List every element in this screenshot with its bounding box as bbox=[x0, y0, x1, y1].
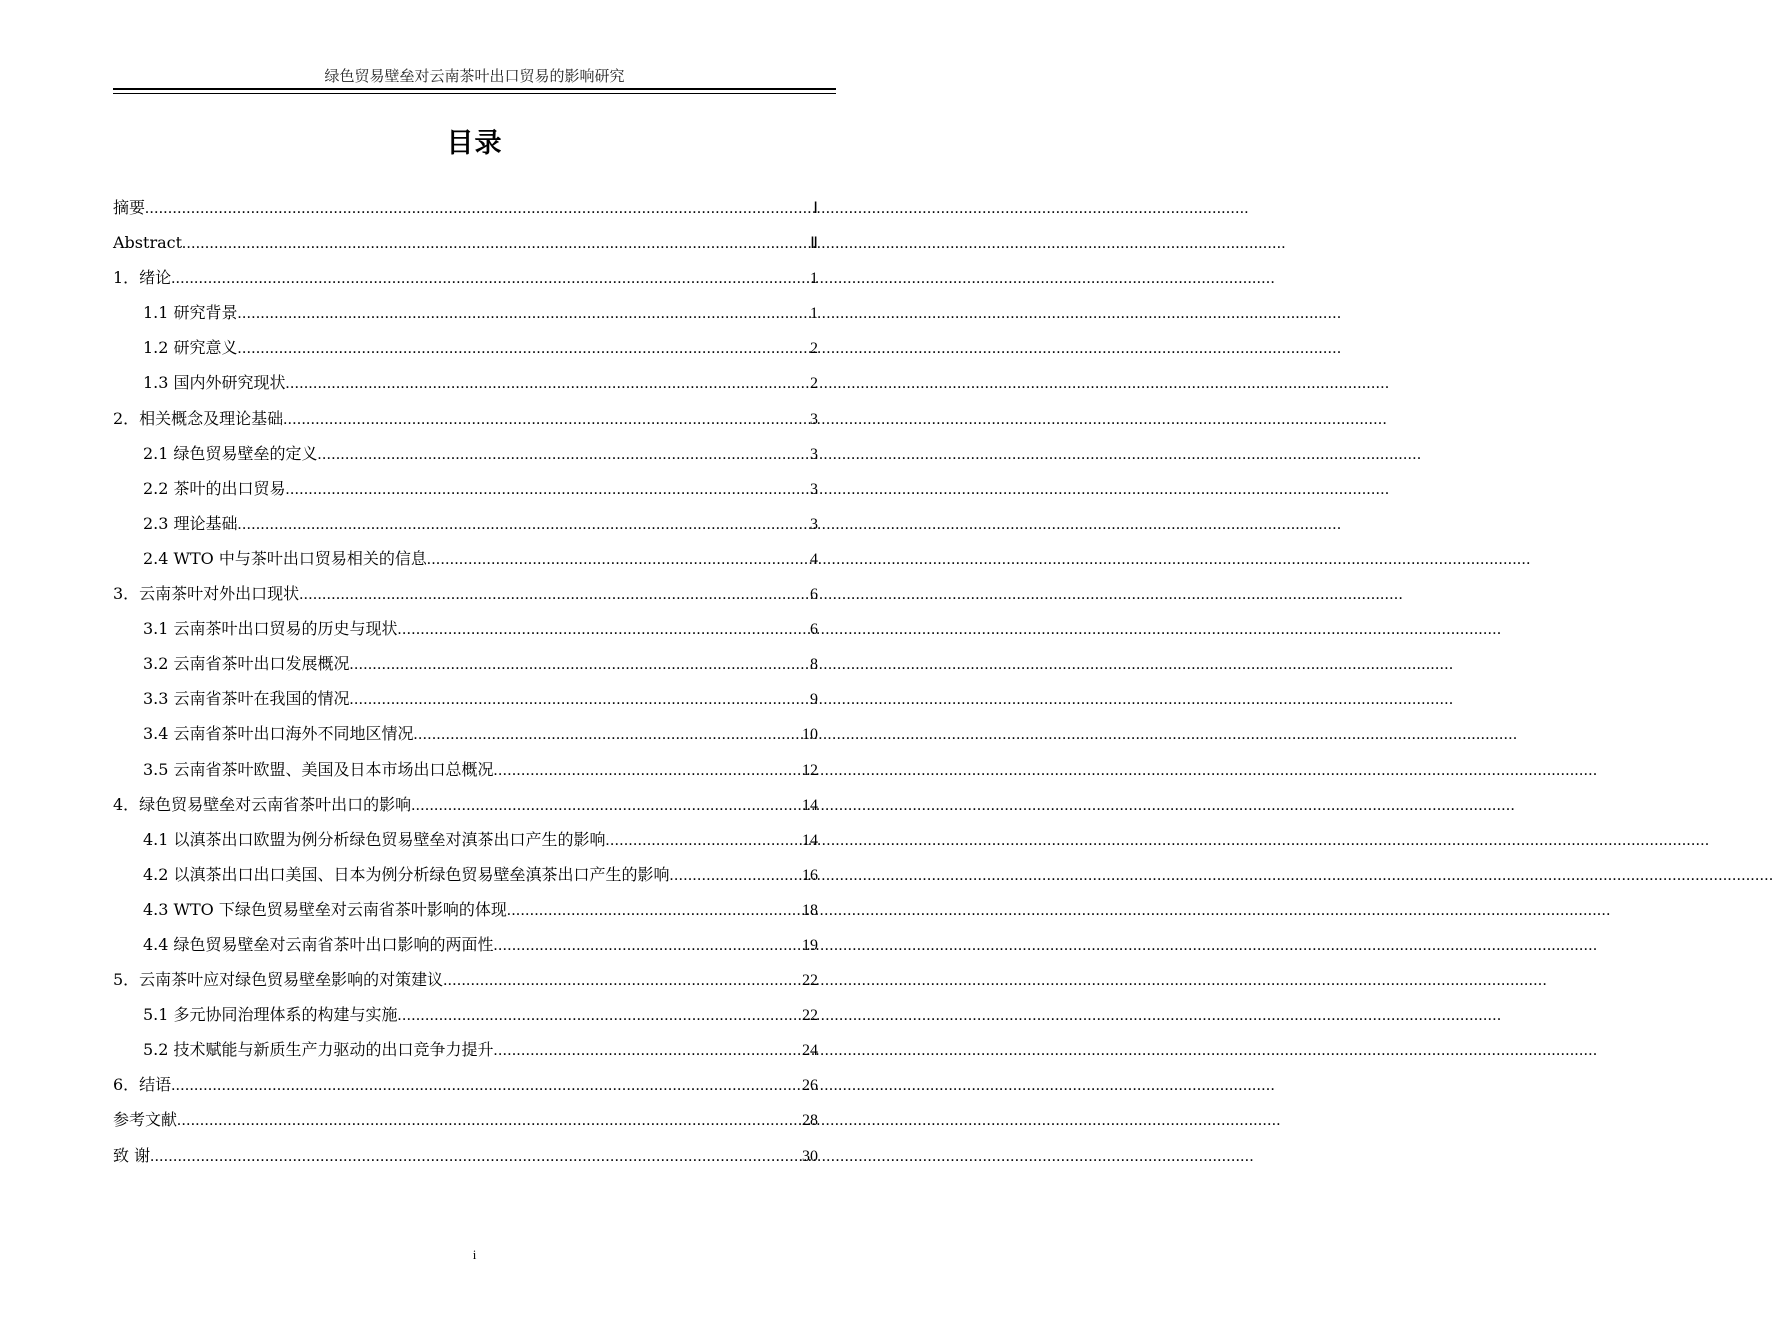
toc-entry-page-number: Ⅱ bbox=[810, 235, 818, 253]
toc-entry-label: 4.4 绿色贸易壁垒对云南省茶叶出口影响的两面性 bbox=[143, 934, 494, 954]
toc-entry-page-number: 22 bbox=[802, 1007, 818, 1025]
toc-entry[interactable] bbox=[113, 1102, 818, 1137]
toc-entry-page-number: 3 bbox=[810, 410, 818, 428]
toc-entry-label: 5.1 多元协同治理体系的构建与实施 bbox=[143, 1005, 398, 1025]
toc-entry-label: 5.2 技术赋能与新质生产力驱动的出口竞争力提升 bbox=[143, 1040, 494, 1060]
toc-entry[interactable] bbox=[113, 436, 818, 471]
toc-entry-label: 2.3 理论基础 bbox=[143, 513, 238, 533]
toc-entry-label: 致 谢 bbox=[113, 1145, 151, 1165]
toc-entry-label: 4．绿色贸易壁垒对云南省茶叶出口的影响 bbox=[113, 794, 412, 814]
toc-dot-leader bbox=[398, 612, 810, 647]
toc-entry-page-number: 2 bbox=[810, 340, 818, 358]
toc-entry-page-number: 14 bbox=[802, 831, 818, 849]
toc-entry[interactable] bbox=[113, 471, 818, 506]
toc-dot-leader bbox=[145, 191, 809, 226]
header-rule-thick bbox=[113, 88, 836, 90]
toc-dot-leader bbox=[177, 1103, 802, 1138]
toc-entry[interactable] bbox=[113, 962, 818, 997]
toc-entry-label: 参考文献 bbox=[113, 1110, 178, 1130]
toc-entry-label: 1.2 研究意义 bbox=[143, 338, 238, 358]
toc-entry[interactable] bbox=[113, 822, 818, 857]
toc-entry[interactable] bbox=[113, 260, 818, 295]
toc-dot-leader bbox=[606, 823, 802, 858]
toc-entry[interactable] bbox=[113, 1032, 818, 1067]
toc-entry-page-number: 16 bbox=[802, 866, 818, 884]
toc-entry[interactable] bbox=[113, 295, 818, 330]
toc-dot-leader bbox=[427, 542, 810, 577]
toc-entry-page-number: 9 bbox=[810, 691, 818, 709]
toc-entry-page-number: 2 bbox=[810, 375, 818, 393]
toc-dot-leader bbox=[238, 296, 810, 331]
toc-entry-label: 2.1 绿色贸易壁垒的定义 bbox=[143, 443, 318, 463]
toc-entry-page-number: 4 bbox=[810, 550, 818, 568]
toc-dot-leader bbox=[350, 647, 810, 682]
toc-entry-page-number: 6 bbox=[810, 621, 818, 639]
toc-dot-leader bbox=[238, 507, 810, 542]
toc-dot-leader bbox=[350, 682, 810, 717]
toc-entry[interactable] bbox=[113, 857, 818, 892]
toc-entry-label: 1.3 国内外研究现状 bbox=[143, 373, 286, 393]
toc-entry-label: 1.1 研究背景 bbox=[143, 303, 238, 323]
toc-dot-leader bbox=[411, 788, 802, 823]
toc-entry-page-number: 26 bbox=[802, 1077, 818, 1095]
toc-entry-label: 3．云南茶叶对外出口现状 bbox=[113, 584, 300, 604]
toc-entry-label: 3.3 云南省茶叶在我国的情况 bbox=[143, 689, 350, 709]
toc-entry-page-number: 1 bbox=[810, 270, 818, 288]
toc-entry-label: 3.1 云南茶叶出口贸易的历史与现状 bbox=[143, 619, 398, 639]
toc-entry[interactable] bbox=[113, 752, 818, 787]
toc-entry[interactable] bbox=[113, 927, 818, 962]
toc-entry-label: 1．绪论 bbox=[113, 268, 172, 288]
toc-entry-label: 5．云南茶叶应对绿色贸易壁垒影响的对策建议 bbox=[113, 970, 444, 990]
toc-dot-leader bbox=[286, 472, 810, 507]
toc-entry[interactable] bbox=[113, 611, 818, 646]
footer-page-number: i bbox=[472, 1247, 477, 1262]
table-of-contents bbox=[113, 190, 818, 1173]
toc-entry-page-number: 12 bbox=[802, 761, 818, 779]
toc-entry-label: 2.2 茶叶的出口贸易 bbox=[143, 478, 286, 498]
toc-entry-label: 3.4 云南省茶叶出口海外不同地区情况 bbox=[143, 724, 414, 744]
toc-dot-leader bbox=[150, 1139, 802, 1174]
toc-entry-page-number: 24 bbox=[802, 1042, 818, 1060]
toc-entry[interactable] bbox=[113, 681, 818, 716]
toc-entry[interactable] bbox=[113, 506, 818, 541]
toc-entry[interactable] bbox=[113, 225, 818, 260]
toc-entry-page-number: 22 bbox=[802, 972, 818, 990]
toc-entry-label: 3.2 云南省茶叶出口发展概况 bbox=[143, 654, 350, 674]
toc-entry-page-number: 1 bbox=[810, 305, 818, 323]
toc-entry[interactable] bbox=[113, 1067, 818, 1102]
toc-entry-label: 2.4 WTO 中与茶叶出口贸易相关的信息 bbox=[143, 548, 427, 568]
toc-entry-page-number: 6 bbox=[810, 586, 818, 604]
toc-dot-leader bbox=[283, 402, 810, 437]
toc-entry[interactable] bbox=[113, 646, 818, 681]
toc-dot-leader bbox=[443, 963, 802, 998]
toc-dot-leader bbox=[507, 893, 802, 928]
toc-entry-label: 2．相关概念及理论基础 bbox=[113, 408, 284, 428]
toc-entry-label: 摘要 bbox=[113, 198, 146, 217]
toc-dot-leader bbox=[171, 1068, 802, 1103]
toc-dot-leader bbox=[238, 331, 810, 366]
running-header-title: 绿色贸易壁垒对云南茶叶出口贸易的影响研究 bbox=[324, 67, 625, 85]
toc-entry-label: 6．结语 bbox=[113, 1075, 172, 1095]
toc-entry[interactable] bbox=[113, 541, 818, 576]
toc-entry[interactable] bbox=[113, 401, 818, 436]
toc-dot-leader bbox=[494, 928, 802, 963]
toc-entry-page-number: Ⅰ bbox=[813, 200, 818, 217]
toc-entry[interactable] bbox=[113, 892, 818, 927]
toc-dot-leader bbox=[414, 717, 802, 752]
toc-entry-page-number: 28 bbox=[802, 1112, 818, 1130]
toc-entry-page-number: 18 bbox=[802, 901, 818, 919]
toc-entry[interactable] bbox=[113, 787, 818, 822]
toc-entry-label: 4.3 WTO 下绿色贸易壁垒对云南省茶叶影响的体现 bbox=[143, 899, 507, 919]
toc-entry-page-number: 3 bbox=[810, 515, 818, 533]
toc-dot-leader bbox=[286, 366, 810, 401]
toc-dot-leader bbox=[494, 1033, 802, 1068]
toc-dot-leader bbox=[398, 998, 802, 1033]
toc-dot-leader bbox=[171, 261, 810, 296]
toc-entry[interactable] bbox=[113, 716, 818, 751]
toc-dot-leader bbox=[494, 753, 802, 788]
toc-dot-leader bbox=[670, 858, 802, 893]
toc-entry-label: 3.5 云南省茶叶欧盟、美国及日本市场出口总概况 bbox=[143, 759, 494, 779]
toc-entry-page-number: 3 bbox=[810, 480, 818, 498]
toc-entry-page-number: 10 bbox=[802, 726, 818, 744]
toc-entry[interactable] bbox=[113, 1138, 818, 1173]
toc-dot-leader bbox=[299, 577, 810, 612]
toc-entry-page-number: 14 bbox=[802, 796, 818, 814]
toc-entry[interactable] bbox=[113, 576, 818, 611]
header-rule-thin bbox=[113, 93, 836, 94]
toc-entry[interactable] bbox=[113, 997, 818, 1032]
toc-entry-page-number: 19 bbox=[802, 936, 818, 954]
toc-dot-leader bbox=[182, 226, 806, 261]
toc-entry[interactable] bbox=[113, 190, 818, 225]
toc-entry-label: 4.2 以滇茶出口出口美国、日本为例分析绿色贸易壁垒滇茶出口产生的影响 bbox=[143, 864, 670, 884]
toc-entry[interactable] bbox=[113, 365, 818, 400]
toc-entry-page-number: 8 bbox=[810, 656, 818, 674]
toc-entry[interactable] bbox=[113, 330, 818, 365]
toc-entry-page-number: 30 bbox=[802, 1147, 818, 1165]
toc-entry-label: Abstract bbox=[113, 233, 183, 253]
toc-dot-leader bbox=[318, 437, 810, 472]
toc-entry-page-number: 3 bbox=[810, 445, 818, 463]
toc-title: 目录 bbox=[446, 128, 503, 159]
toc-entry-label: 4.1 以滇茶出口欧盟为例分析绿色贸易壁垒对滇茶出口产生的影响 bbox=[143, 829, 606, 849]
